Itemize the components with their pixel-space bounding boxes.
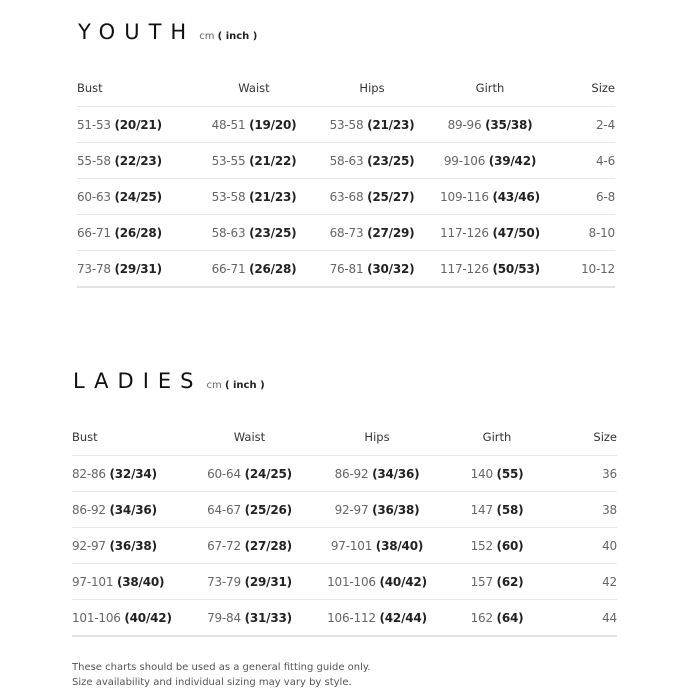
inch-value: (29/31) [114, 261, 162, 276]
cm-value: 76-81 [329, 261, 364, 276]
cm-value: 117-126 [440, 225, 489, 240]
inch-value: (32/34) [109, 466, 157, 481]
cm-value: 60-64 [207, 466, 241, 481]
inch-value: (21/23) [249, 189, 297, 204]
unit-inch: ( inch ) [217, 31, 258, 42]
cell-waist [182, 600, 317, 637]
unit-cm: cm [206, 380, 222, 391]
inch-value: (40/42) [124, 610, 172, 625]
inch-value: (29/31) [244, 574, 292, 589]
cell-hips [313, 179, 431, 215]
cell-bust [72, 564, 182, 600]
cm-value: 58-63 [211, 225, 246, 240]
table-row [77, 215, 615, 251]
cm-value: 67-72 [207, 538, 241, 553]
cm-value: 51-53 [77, 117, 111, 132]
cell-girth [431, 107, 549, 143]
inch-value: (35/38) [485, 117, 533, 132]
cell-girth [431, 179, 549, 215]
header-hips: Hips [359, 81, 385, 95]
cm-value: 66-71 [211, 261, 246, 276]
cell-waist [182, 456, 317, 492]
inch-value: (20/21) [114, 117, 162, 132]
table-row [72, 528, 617, 564]
cm-value: 97-101 [72, 574, 114, 589]
cell-size: 4-6 [549, 143, 615, 179]
cm-value: 109-116 [440, 189, 489, 204]
cell-girth [437, 528, 557, 564]
inch-value: (21/23) [367, 117, 415, 132]
header-hips: Hips [364, 430, 390, 444]
cell-girth [431, 251, 549, 288]
inch-value: (50/53) [492, 261, 540, 276]
unit-inch: ( inch ) [224, 380, 265, 391]
inch-value: (24/25) [114, 189, 162, 204]
cm-value: 55-58 [77, 153, 111, 168]
cell-girth [431, 143, 549, 179]
cm-value: 60-63 [77, 189, 111, 204]
inch-value: (55) [496, 466, 524, 481]
inch-value: (36/38) [372, 502, 420, 517]
cell-bust [77, 215, 195, 251]
cell-bust [72, 492, 182, 528]
cm-value: 152 [470, 538, 493, 553]
cell-hips [317, 564, 437, 600]
cell-waist [195, 215, 313, 251]
note-line-2: Size availability and individual sizing may vary by style. [72, 677, 352, 688]
inch-value: (58) [496, 502, 524, 517]
table-row [72, 492, 617, 528]
table-row [72, 564, 617, 600]
inch-value: (23/25) [367, 153, 415, 168]
header-size: Size [591, 81, 615, 95]
header-bust: Bust [77, 81, 103, 95]
note-line-1: These charts should be used as a general fitting guide only. [72, 662, 371, 673]
cell-girth [437, 564, 557, 600]
cell-waist [195, 107, 313, 143]
cell-bust [72, 600, 182, 637]
cell-girth [437, 456, 557, 492]
cell-waist [195, 179, 313, 215]
cell-size: 10-12 [549, 251, 615, 288]
cell-hips [317, 600, 437, 637]
inch-value: (34/36) [109, 502, 157, 517]
cell-bust [72, 456, 182, 492]
inch-value: (38/40) [375, 538, 424, 553]
header-row [72, 419, 617, 456]
cm-value: 117-126 [440, 261, 489, 276]
cell-waist [195, 143, 313, 179]
cell-hips [313, 251, 431, 288]
cm-value: 162 [470, 610, 493, 625]
cell-size: 40 [557, 528, 617, 564]
cell-bust [77, 107, 195, 143]
cm-value: 140 [470, 466, 493, 481]
cm-value: 157 [470, 574, 493, 589]
inch-value: (25/26) [244, 502, 292, 517]
inch-value: (27/28) [244, 538, 292, 553]
inch-value: (27/29) [367, 225, 415, 240]
cm-value: 73-79 [207, 574, 241, 589]
cm-value: 63-68 [329, 189, 364, 204]
table-row [77, 179, 615, 215]
cell-bust [72, 528, 182, 564]
ladies-title: LADIES [73, 369, 203, 393]
cm-value: 48-51 [211, 117, 246, 132]
cell-girth [437, 600, 557, 637]
inch-value: (34/36) [372, 466, 420, 481]
youth-unit [199, 31, 257, 42]
cm-value: 86-92 [72, 502, 106, 517]
inch-value: (38/40) [116, 574, 165, 589]
table-row [77, 251, 615, 288]
cell-size: 2-4 [549, 107, 615, 143]
inch-value: (36/38) [109, 538, 157, 553]
cell-size: 6-8 [549, 179, 615, 215]
cell-size: 44 [557, 600, 617, 637]
unit-cm: cm [199, 31, 215, 42]
inch-value: (64) [496, 610, 524, 625]
cell-hips [313, 215, 431, 251]
header-waist: Waist [233, 430, 266, 444]
table-row [77, 143, 615, 179]
header-row [77, 70, 615, 107]
cell-hips [313, 107, 431, 143]
inch-value: (26/28) [249, 261, 297, 276]
header-girth: Girth [475, 81, 505, 95]
inch-value: (43/46) [492, 189, 540, 204]
fitting-note [72, 660, 371, 690]
table-row [72, 456, 617, 492]
cell-size: 8-10 [549, 215, 615, 251]
cell-hips [317, 492, 437, 528]
cm-value: 82-86 [72, 466, 106, 481]
cell-waist [182, 492, 317, 528]
inch-value: (31/33) [244, 610, 292, 625]
inch-value: (40/42) [379, 574, 427, 589]
ladies-size-table [72, 419, 617, 637]
cell-waist [195, 251, 313, 288]
cm-value: 64-67 [207, 502, 241, 517]
header-girth: Girth [482, 430, 512, 444]
cell-waist [182, 528, 317, 564]
cm-value: 66-71 [77, 225, 111, 240]
cm-value: 97-101 [330, 538, 373, 553]
youth-heading [78, 20, 257, 44]
inch-value: (26/28) [114, 225, 162, 240]
cm-value: 101-106 [327, 574, 376, 589]
inch-value: (30/32) [367, 261, 415, 276]
cm-value: 106-112 [327, 610, 376, 625]
ladies-heading [73, 369, 265, 393]
cm-value: 99-106 [443, 153, 486, 168]
cell-size: 38 [557, 492, 617, 528]
inch-value: (25/27) [367, 189, 415, 204]
inch-value: (62) [496, 574, 524, 589]
inch-value: (60) [496, 538, 524, 553]
cm-value: 92-97 [334, 502, 369, 517]
header-waist: Waist [238, 81, 270, 95]
cm-value: 101-106 [72, 610, 121, 625]
table-row [77, 107, 615, 143]
youth-size-table [77, 70, 615, 288]
header-bust: Bust [72, 430, 98, 444]
inch-value: (21/22) [249, 153, 297, 168]
inch-value: (42/44) [379, 610, 427, 625]
cell-hips [317, 528, 437, 564]
cm-value: 53-55 [211, 153, 246, 168]
cell-bust [77, 251, 195, 288]
cm-value: 53-58 [329, 117, 364, 132]
cm-value: 86-92 [334, 466, 369, 481]
cell-size: 36 [557, 456, 617, 492]
cell-hips [313, 143, 431, 179]
cm-value: 58-63 [329, 153, 364, 168]
cm-value: 53-58 [211, 189, 246, 204]
cell-waist [182, 564, 317, 600]
cell-size: 42 [557, 564, 617, 600]
cm-value: 147 [470, 502, 493, 517]
cell-hips [317, 456, 437, 492]
cell-girth [437, 492, 557, 528]
cell-bust [77, 143, 195, 179]
youth-title: YOUTH [78, 20, 196, 44]
cm-value: 89-96 [447, 117, 482, 132]
inch-value: (24/25) [244, 466, 292, 481]
cell-bust [77, 179, 195, 215]
cm-value: 79-84 [207, 610, 241, 625]
inch-value: (22/23) [114, 153, 162, 168]
ladies-unit [207, 380, 265, 391]
inch-value: (39/42) [488, 153, 537, 168]
cm-value: 73-78 [77, 261, 111, 276]
header-size: Size [593, 430, 617, 444]
inch-value: (19/20) [249, 117, 297, 132]
cell-girth [431, 215, 549, 251]
cm-value: 92-97 [72, 538, 106, 553]
table-row [72, 600, 617, 637]
inch-value: (23/25) [249, 225, 297, 240]
inch-value: (47/50) [492, 225, 540, 240]
cm-value: 68-73 [329, 225, 364, 240]
